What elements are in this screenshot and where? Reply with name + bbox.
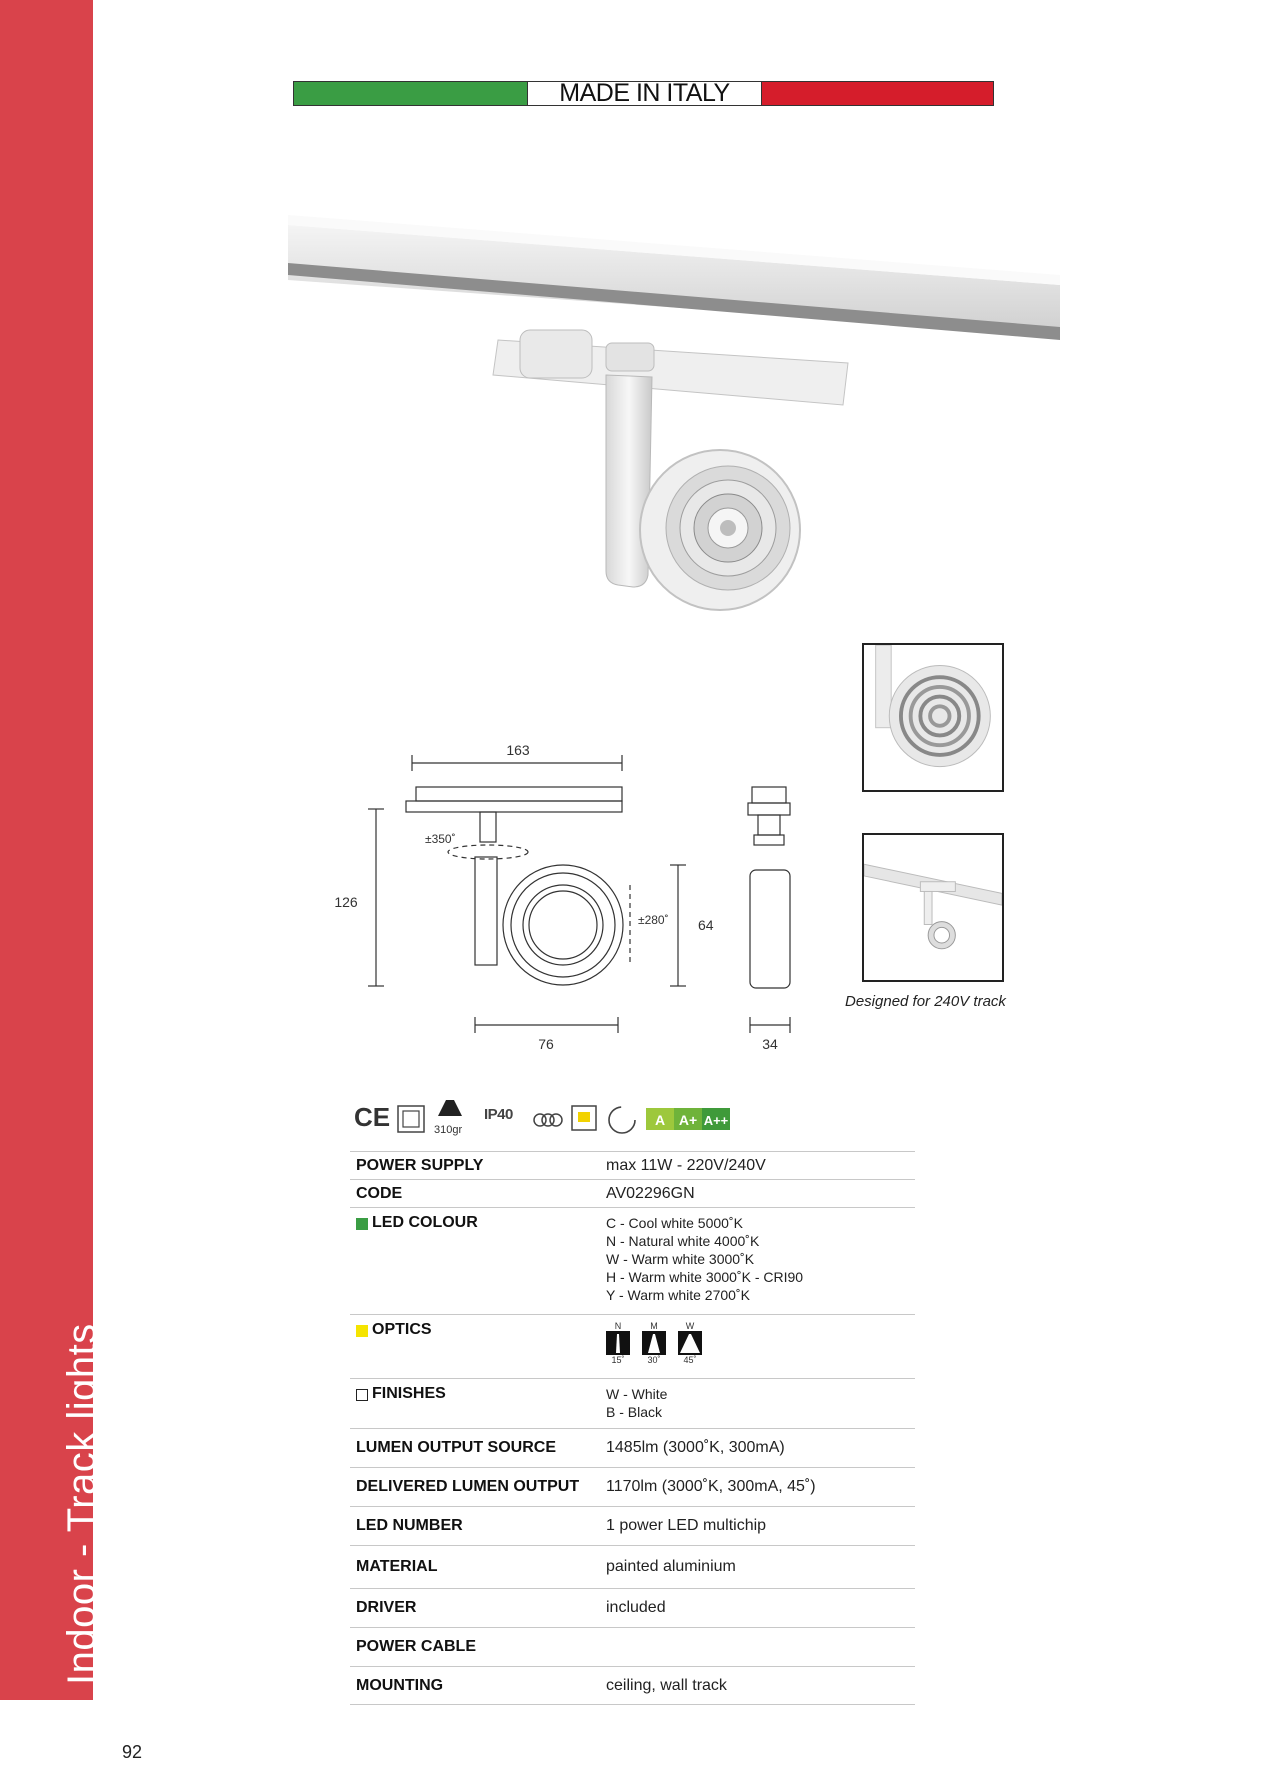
flag-red bbox=[762, 82, 993, 105]
energy-class-icon bbox=[646, 1108, 730, 1130]
spec-label: CODE bbox=[356, 1184, 403, 1202]
banner-text: MADE IN ITALY bbox=[528, 82, 762, 105]
weight-label: 310gr bbox=[434, 1124, 463, 1136]
optic-wide: W 45˚ bbox=[678, 1321, 702, 1378]
certification-icons bbox=[354, 1096, 734, 1138]
technical-drawing bbox=[320, 720, 820, 1050]
spec-value: max 11W - 220V/240V bbox=[606, 1156, 766, 1174]
spec-label: POWER CABLE bbox=[356, 1638, 476, 1655]
spec-value: AV02296GN bbox=[606, 1184, 695, 1202]
spec-label: LED NUMBER bbox=[356, 1517, 463, 1534]
driver-icon bbox=[534, 1114, 562, 1126]
dim-rotation-v: ±280˚ bbox=[638, 913, 669, 927]
spec-row-lumen-source bbox=[350, 1428, 915, 1467]
track-note: Designed for 240V track bbox=[845, 993, 1006, 1010]
spec-row-driver bbox=[350, 1588, 915, 1627]
ip-rating-icon: IP40 bbox=[484, 1106, 513, 1123]
spec-row-power-supply bbox=[350, 1151, 915, 1179]
led-option: C - Cool white 5000˚K bbox=[606, 1215, 743, 1231]
spec-label: DRIVER bbox=[356, 1599, 417, 1616]
spec-row-led-number bbox=[350, 1506, 915, 1545]
spec-label: MATERIAL bbox=[356, 1558, 438, 1575]
beam-wide-icon bbox=[678, 1331, 702, 1355]
rotation-icon bbox=[609, 1107, 635, 1133]
optic-medium: M 30˚ bbox=[642, 1321, 666, 1378]
dim-height: 126 bbox=[334, 894, 358, 910]
led-option: N - Natural white 4000˚K bbox=[606, 1233, 760, 1249]
svg-text:A: A bbox=[654, 1112, 666, 1128]
spec-label: MOUNTING bbox=[356, 1676, 444, 1694]
product-photo bbox=[288, 215, 1060, 635]
spec-value: painted aluminium bbox=[606, 1558, 736, 1575]
spec-row-optics bbox=[350, 1314, 915, 1378]
flag-green bbox=[294, 82, 528, 105]
spec-label: LUMEN OUTPUT SOURCE bbox=[356, 1439, 556, 1456]
weight-icon bbox=[438, 1100, 462, 1116]
led-option: W - Warm white 3000˚K bbox=[606, 1251, 755, 1267]
detail-photo-track bbox=[862, 833, 1004, 982]
spec-label: FINISHES bbox=[372, 1385, 446, 1402]
dim-width: 163 bbox=[506, 742, 530, 758]
spec-table bbox=[350, 1151, 915, 1705]
spec-row-material bbox=[350, 1545, 915, 1588]
class-ii-insulation-icon bbox=[398, 1106, 424, 1132]
spec-label: OPTICS bbox=[372, 1321, 432, 1338]
svg-text:CE: CE bbox=[354, 1102, 391, 1132]
spec-row-led-colour bbox=[350, 1207, 915, 1314]
spec-value: 1485lm (3000˚K, 300mA) bbox=[606, 1439, 785, 1456]
spec-row-finishes bbox=[350, 1378, 915, 1428]
spec-label: POWER SUPPLY bbox=[356, 1156, 484, 1174]
spec-value: 1 power LED multichip bbox=[606, 1517, 767, 1534]
spec-label: LED COLOUR bbox=[372, 1214, 478, 1231]
spec-row-mounting bbox=[350, 1666, 915, 1705]
section-title: Indoor - Track lights bbox=[60, 1323, 104, 1685]
svg-text:A++: A++ bbox=[703, 1113, 729, 1128]
spec-row-code bbox=[350, 1179, 915, 1207]
svg-text:A+: A+ bbox=[678, 1112, 698, 1128]
dim-side-width: 34 bbox=[762, 1036, 778, 1050]
dim-rotation-h: ±350˚ bbox=[425, 832, 456, 846]
detail-photo-lens bbox=[862, 643, 1004, 792]
led-option: Y - Warm white 2700˚K bbox=[606, 1287, 750, 1303]
spec-value: 1170lm (3000˚K, 300mA, 45˚) bbox=[606, 1478, 816, 1495]
led-option: H - Warm white 3000˚K - CRI90 bbox=[606, 1269, 804, 1285]
spec-label: DELIVERED LUMEN OUTPUT bbox=[356, 1478, 580, 1495]
yellow-square-icon bbox=[356, 1325, 368, 1337]
spec-value: ceiling, wall track bbox=[606, 1676, 727, 1694]
spec-row-delivered-lumen bbox=[350, 1467, 915, 1506]
spec-row-power-cable bbox=[350, 1627, 915, 1666]
finish-option: W - White bbox=[606, 1386, 668, 1402]
ceiling-mount-icon bbox=[572, 1106, 596, 1130]
ce-mark-icon bbox=[354, 1102, 390, 1132]
beam-narrow-icon bbox=[606, 1331, 630, 1355]
made-in-italy-banner bbox=[293, 81, 994, 106]
finish-option: B - Black bbox=[606, 1404, 663, 1420]
dim-head-width: 76 bbox=[538, 1036, 554, 1050]
white-square-icon bbox=[356, 1389, 368, 1401]
beam-medium-icon bbox=[642, 1331, 666, 1355]
page-number: 92 bbox=[122, 1742, 143, 1762]
dim-head-height: 64 bbox=[698, 917, 714, 933]
green-square-icon bbox=[356, 1218, 368, 1230]
spec-value: included bbox=[606, 1599, 666, 1616]
optic-narrow: N 15˚ bbox=[606, 1321, 630, 1378]
